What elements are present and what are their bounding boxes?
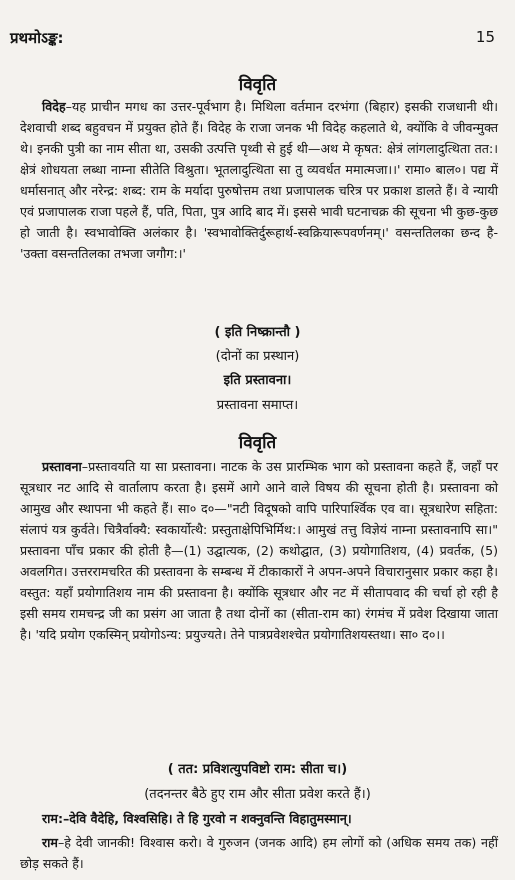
speaker-label: राम — [42, 835, 58, 850]
section-heading: विवृति — [238, 433, 277, 453]
paragraph-prastavana — [20, 456, 498, 645]
term-label: विदेह — [42, 99, 66, 114]
prastavana-end: इति प्रस्तावना। — [223, 373, 292, 388]
stage-exit: ( इति निष्क्रान्तौ ) — [214, 325, 301, 340]
prastavana-end-translation: प्रस्तावना समाप्त। — [216, 398, 299, 413]
dialogue-sanskrit — [20, 808, 498, 829]
stage-exit-translation: (दोनों का प्रस्थान) — [215, 349, 300, 364]
speaker-label: राम: — [42, 811, 63, 826]
stage-direction: ( तत: प्रविशत्युपविष्टो राम: सीता च।) — [167, 762, 348, 777]
dialogue-hindi — [20, 832, 498, 874]
paragraph-videha — [20, 96, 498, 264]
running-header: प्रथमोऽङ्क: — [10, 29, 64, 47]
paragraph-text: –प्रस्तावयति या सा प्रस्तावना। नाटक के उस प्रारम्भिक भाग को प्रस्तावना कहते हैं, जहाँ पर सूत्रधार नट आदि से वार्तालाप करता है। इसमें आगे आने वाले विषय की सूचना होती है। प्रस्तावना को आमुख और स्थापना भी कहते हैं। सा० द०—"नटी विदूषको वापि पारिपार्श्विक एव वा। सूत्रधारेण सहिता: संलापं यत्र कुर्वते। चित्रैर्वाक्यै: स्वकार्योत्थै: प्रस्तुताक्षेपिभिर्मिथ:। आमुखं तत्तु विज्ञेयं नाम्ना प्रस्तावनापि सा।" प्रस्तावना पाँच प्रकार की होती है—(1) उद्घात्यक, (2) कथोद्घात, (3) प्रयोगातिशय, (4) प्रवर्तक, (5) अवलगित। उत्तररामचरित की प्रस्तावना के सम्बन्ध में टीकाकारों ने अपन-अपने विचारानुसार प्रकार कहा है। वस्तुत: यहाँ प्रयोगातिशय नाम की प्रस्तावना है। क्योंकि सूत्रधार और नट में सीतापवाद की चर्चा हो रही है इसी समय रामचन्द्र जी का प्रसंग आ जाता है तथा दोनों का (सीता-राम का) रंगमंच में प्रवेश दिखाया जाता है। 'यदि प्रयोग एकस्मिन् प्रयोगोऽन्य: प्रयुज्यते। तेने पात्रप्रवेशश्चेत प्रयोगातिशयस्तथा। सा० द०।। — [20, 459, 498, 642]
term-label: प्रस्तावना — [42, 459, 82, 474]
dialogue-text: –देवि वैदेहि, विश्वसिहि। ते हि गुरवो न शक्नुवन्ति विहातुमस्मान्। — [62, 811, 352, 826]
paragraph-text: –यह प्राचीन मगध का उत्तर-पूर्वभाग है। मिथिला वर्तमान दरभंगा (बिहार) इसकी राजधानी थी। देशवाची शब्द बहुवचन में प्रयुक्त होते हैं। विदेह के राजा जनक भी विदेह कहलाते थे, क्योंकि वे जीवन्मुक्त थे। इनकी पुत्री का नाम सीता था, उसकी उत्पत्ति पृथ्वी से हुई थी—अथ मे कृषत: क्षेत्रं लांगलादुत्थिता तत:। क्षेत्रं शोधयता लब्धा नाम्ना सीतेति विश्रुता। भूतलादुत्थिता सा तु व्यवर्धत ममात्मजा।।' रामा० बाल०। पद्य में धर्मासनात् और नरेन्द्र: शब्द: राम के मर्यादा पुरुषोत्तम तथा प्रजापालक चरित्र पर प्रकाश डालते हैं। वे न्यायी एवं प्रजापालक राजा पहले हैं, पति, पिता, पुत्र आदि बाद में। इससे भावी घटनाचक्र की सूचना भी कुछ-कुछ हो जाती है। स्वभावोक्ति अलंकार है। 'स्वभावोक्तिर्दुरूहार्थ-स्वक्रियारूपवर्णनम्।' वसन्ततिलका छन्द है-'उक्ता वसन्ततिलका तभजा जगौग:।' — [20, 99, 498, 261]
dialogue-text: –हे देवी जानकी! विश्वास करो। वे गुरुजन (जनक आदि) हम लोगों को (अधिक समय तक) नहीं छोड़ सकते हैं। — [20, 835, 498, 871]
section-heading: विवृति — [238, 75, 277, 95]
page-number: 15 — [475, 28, 495, 46]
stage-direction-translation: (तदनन्तर बैठे हुए राम और सीता प्रवेश करते हैं।) — [144, 787, 371, 802]
